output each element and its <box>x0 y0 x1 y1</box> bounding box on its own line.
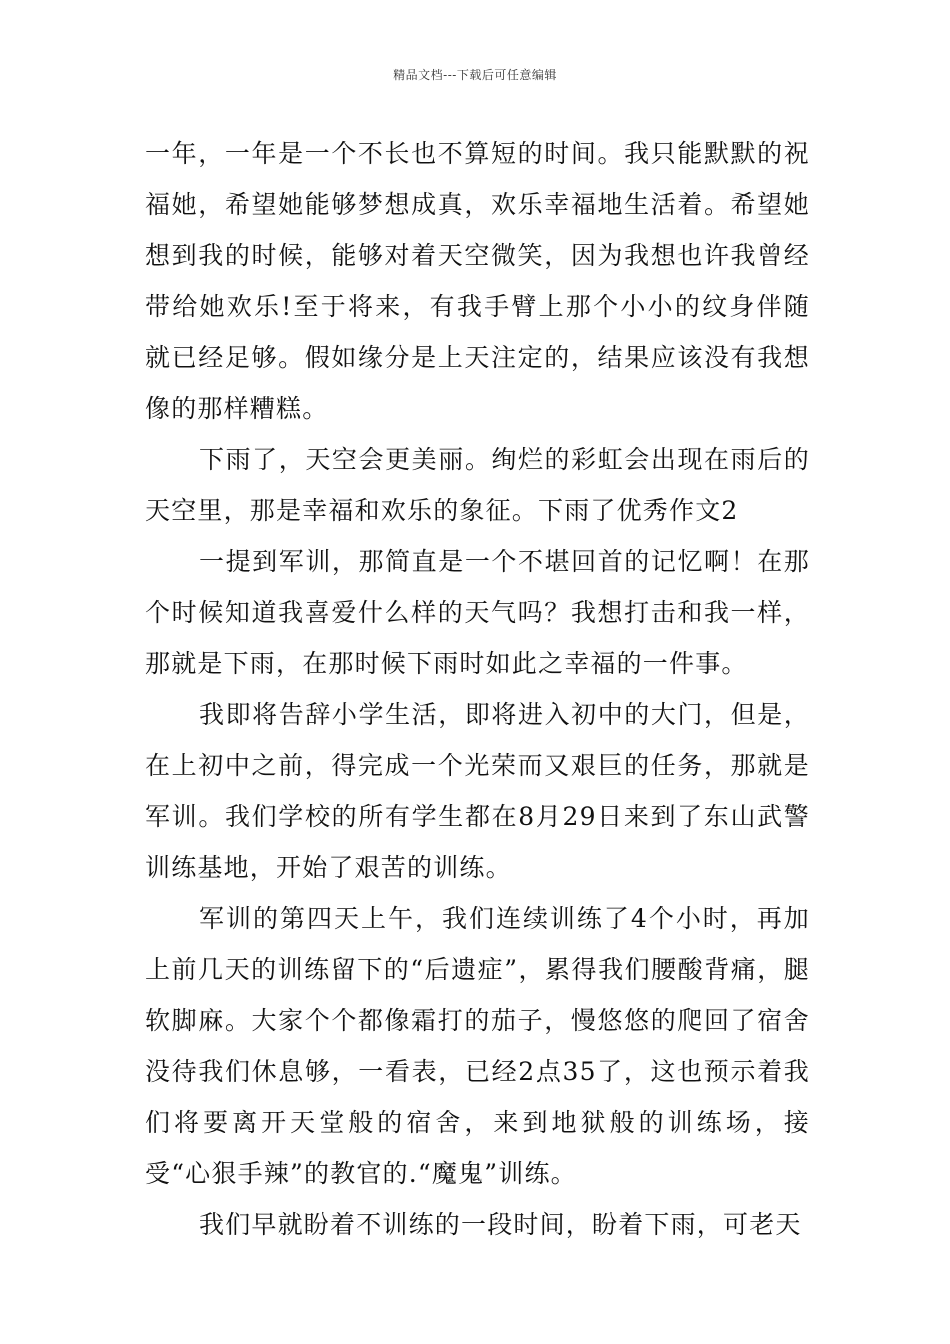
page-header: 精品文档---下载后可任意编辑 <box>393 68 557 82</box>
paragraph: 下雨了，天空会更美丽。绚烂的彩虹会出现在雨后的天空里，那是幸福和欢乐的象征。下雨了优秀作文2 <box>145 445 810 525</box>
paragraph: 一年，一年是一个不长也不算短的时间。我只能默默的祝福她，希望她能够梦想成真，欢乐幸福地生活着。希望她想到我的时候，能够对着天空微笑，因为我想也许我曾经带给她欢乐!至于将来，有我手臂上那个小小的纹身伴随就已经足够。假如缘分是上天注定的，结果应该没有我想像的那样糟糕。 <box>145 139 810 423</box>
paragraph: 我们早就盼着不训练的一段时间，盼着下雨，可老天 <box>199 1210 802 1239</box>
document-body <box>145 128 810 1250</box>
paragraph: 一提到军训，那简直是一个不堪回首的记忆啊！在那个时候知道我喜爱什么样的天气吗？我想打击和我一样，那就是下雨，在那时候下雨时如此之幸福的一件事。 <box>145 547 810 678</box>
paragraph: 军训的第四天上午，我们连续训练了4个小时，再加上前几天的训练留下的“后遗症”，累得我们腰酸背痛，腿软脚麻。大家个个都像霜打的茄子，慢悠悠的爬回了宿舍没待我们休息够，一看表，已经2点35了，这也预示着我们将要离开天堂般的宿舍，来到地狱般的训练场，接受“心狠手辣”的教官的.“魔鬼”训练。 <box>145 904 810 1188</box>
paragraph: 我即将告辞小学生活，即将进入初中的大门，但是，在上初中之前，得完成一个光荣而又艰巨的任务，那就是军训。我们学校的所有学生都在8月29日来到了东山武警训练基地，开始了艰苦的训练。 <box>145 700 810 882</box>
